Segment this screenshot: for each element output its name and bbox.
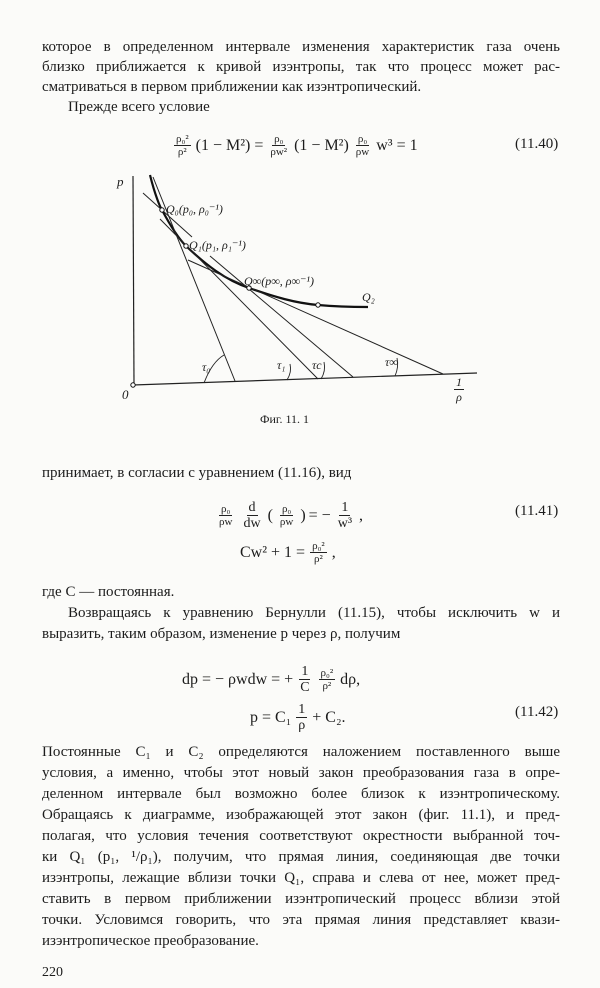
text-line: где C — постоянная. — [42, 584, 175, 600]
text-line: точки. Условимся говорить, что эта прямая линия представляет квази- — [42, 912, 560, 928]
point-q0 — [160, 208, 164, 212]
equation-11-42 — [250, 702, 346, 733]
equation-text: dρ, — [340, 670, 361, 688]
denominator: ρ — [456, 390, 462, 404]
x-axis-label — [454, 375, 464, 404]
denominator: ρ — [298, 718, 306, 733]
q2-label: Q₂ — [362, 290, 375, 304]
equation-text: (1 − M²) — [294, 136, 349, 154]
text-line: принимает, в согласии с уравнением (11.16), вид — [42, 465, 352, 481]
numerator: 1 — [456, 375, 462, 389]
figure-caption: Фиг. 11. 1 — [260, 412, 310, 426]
equation-text: + C₂. — [312, 708, 346, 726]
numerator: ρ₀² — [312, 540, 325, 552]
origin-point — [131, 383, 135, 387]
equation-text: w³ = 1 — [376, 136, 418, 154]
numerator: 1 — [298, 702, 306, 717]
numerator: 1 — [341, 500, 349, 515]
equation-text: (1 − M²) = — [195, 136, 264, 154]
y-axis — [133, 176, 134, 385]
tau0-label: τ₀ — [202, 360, 211, 374]
tau1-label: τ₁ — [277, 358, 286, 372]
figure-11-1 — [100, 170, 490, 410]
text-line: изэнтропическое преобразование. — [42, 933, 259, 949]
point-q2 — [316, 303, 320, 307]
equation-dp — [182, 664, 360, 695]
denominator: C — [300, 680, 310, 695]
line-tauinf — [188, 260, 443, 374]
denominator: w³ — [337, 516, 353, 531]
q1-label: Q₁(p₁, ρ₁⁻¹) — [189, 238, 246, 252]
numerator: ρ₀ — [357, 133, 368, 145]
equation-number: (11.41) — [515, 503, 559, 519]
text-line: Прежде всего условие — [68, 99, 210, 115]
denominator: ρ² — [177, 146, 187, 158]
equation-cw — [240, 540, 336, 565]
denominator: ρ² — [322, 680, 332, 692]
diagram-svg — [100, 170, 490, 410]
denominator: dw — [243, 516, 261, 531]
equation-text: , — [359, 506, 364, 524]
text-line: полагая, что условия течения соответствуют окрестности выбранной точ- — [42, 828, 560, 844]
x-axis — [133, 373, 477, 385]
equation-11-41 — [215, 500, 363, 531]
text-line: деленном интервале был возможно более близок к изэнтропическому. — [42, 786, 560, 802]
paren: ( — [267, 506, 273, 524]
numerator: d — [248, 500, 256, 515]
qinf-label: Q∞(p∞, ρ∞⁻¹) — [244, 274, 315, 288]
point-q1 — [184, 244, 188, 248]
angle-arc-tau1 — [287, 364, 291, 380]
text-line: Возвращаясь к уравнению Бернулли (11.15), чтобы исключить w и — [68, 605, 560, 621]
denominator: ρ² — [313, 553, 323, 565]
numerator: ρ₀ — [281, 503, 292, 515]
y-axis-label: p — [117, 174, 124, 189]
denominator: ρw² — [270, 146, 288, 158]
numerator: ρ₀ — [274, 133, 284, 145]
equation-number: (11.42) — [515, 704, 559, 720]
q0-label: Q₀(p₀, ρ₀⁻¹) — [166, 202, 223, 216]
origin-label: 0 — [122, 387, 129, 402]
denominator: ρw — [219, 516, 233, 528]
numerator: 1 — [301, 664, 309, 679]
text-line: выразить, таким образом, изменение p через ρ, получим — [42, 626, 401, 642]
equation-11-40 — [172, 133, 418, 158]
text-line: условия, а именно, чтобы этот новый закон преобразования газа в опре- — [42, 765, 560, 781]
equation-text: , — [331, 543, 336, 561]
equation-text: p = C₁ — [250, 708, 292, 726]
denominator: ρw — [355, 146, 370, 158]
text-line: которое в определенном интервале изменения характеристик газа очень — [42, 39, 560, 55]
equation-text: Cw² + 1 = — [240, 543, 306, 561]
numerator: ρ₀² — [176, 133, 189, 145]
text-line: близко приближается к кривой изэнтропы, так что процесс может рас- — [42, 59, 560, 75]
text-line: изэнтропы, лежащие вблизи точки Q₁, справа и слева от нее, может пред- — [42, 870, 560, 886]
tauc-label: τc — [312, 358, 322, 372]
denominator: ρw — [279, 516, 294, 528]
equation-text: = − — [308, 506, 331, 524]
paren: ) — [300, 506, 306, 524]
equation-text: dp = − ρwdw = + — [182, 670, 294, 688]
page-number: 220 — [42, 965, 63, 980]
text-line: Обращаясь к диаграмме, изображающей этот закон (фиг. 11.1), и пред- — [42, 807, 560, 823]
numerator: ρ₀ — [221, 503, 231, 515]
text-line: Постоянные C₁ и C₂ определяются наложением поставленного выше — [42, 744, 560, 760]
numerator: ρ₀² — [320, 667, 334, 679]
text-line: сматриваться в первом приближении как изэнтропический. — [42, 79, 422, 95]
text-line: ставить в первом приближении изэнтропический процесс вблизи этой — [42, 891, 560, 907]
equation-number: (11.40) — [515, 136, 559, 152]
tauinf-label: τ∞ — [385, 355, 398, 369]
text-line: ки Q₁ (p₁, ¹/ρ₁), получим, что прямая линия, соединяющая две точки — [42, 849, 560, 865]
